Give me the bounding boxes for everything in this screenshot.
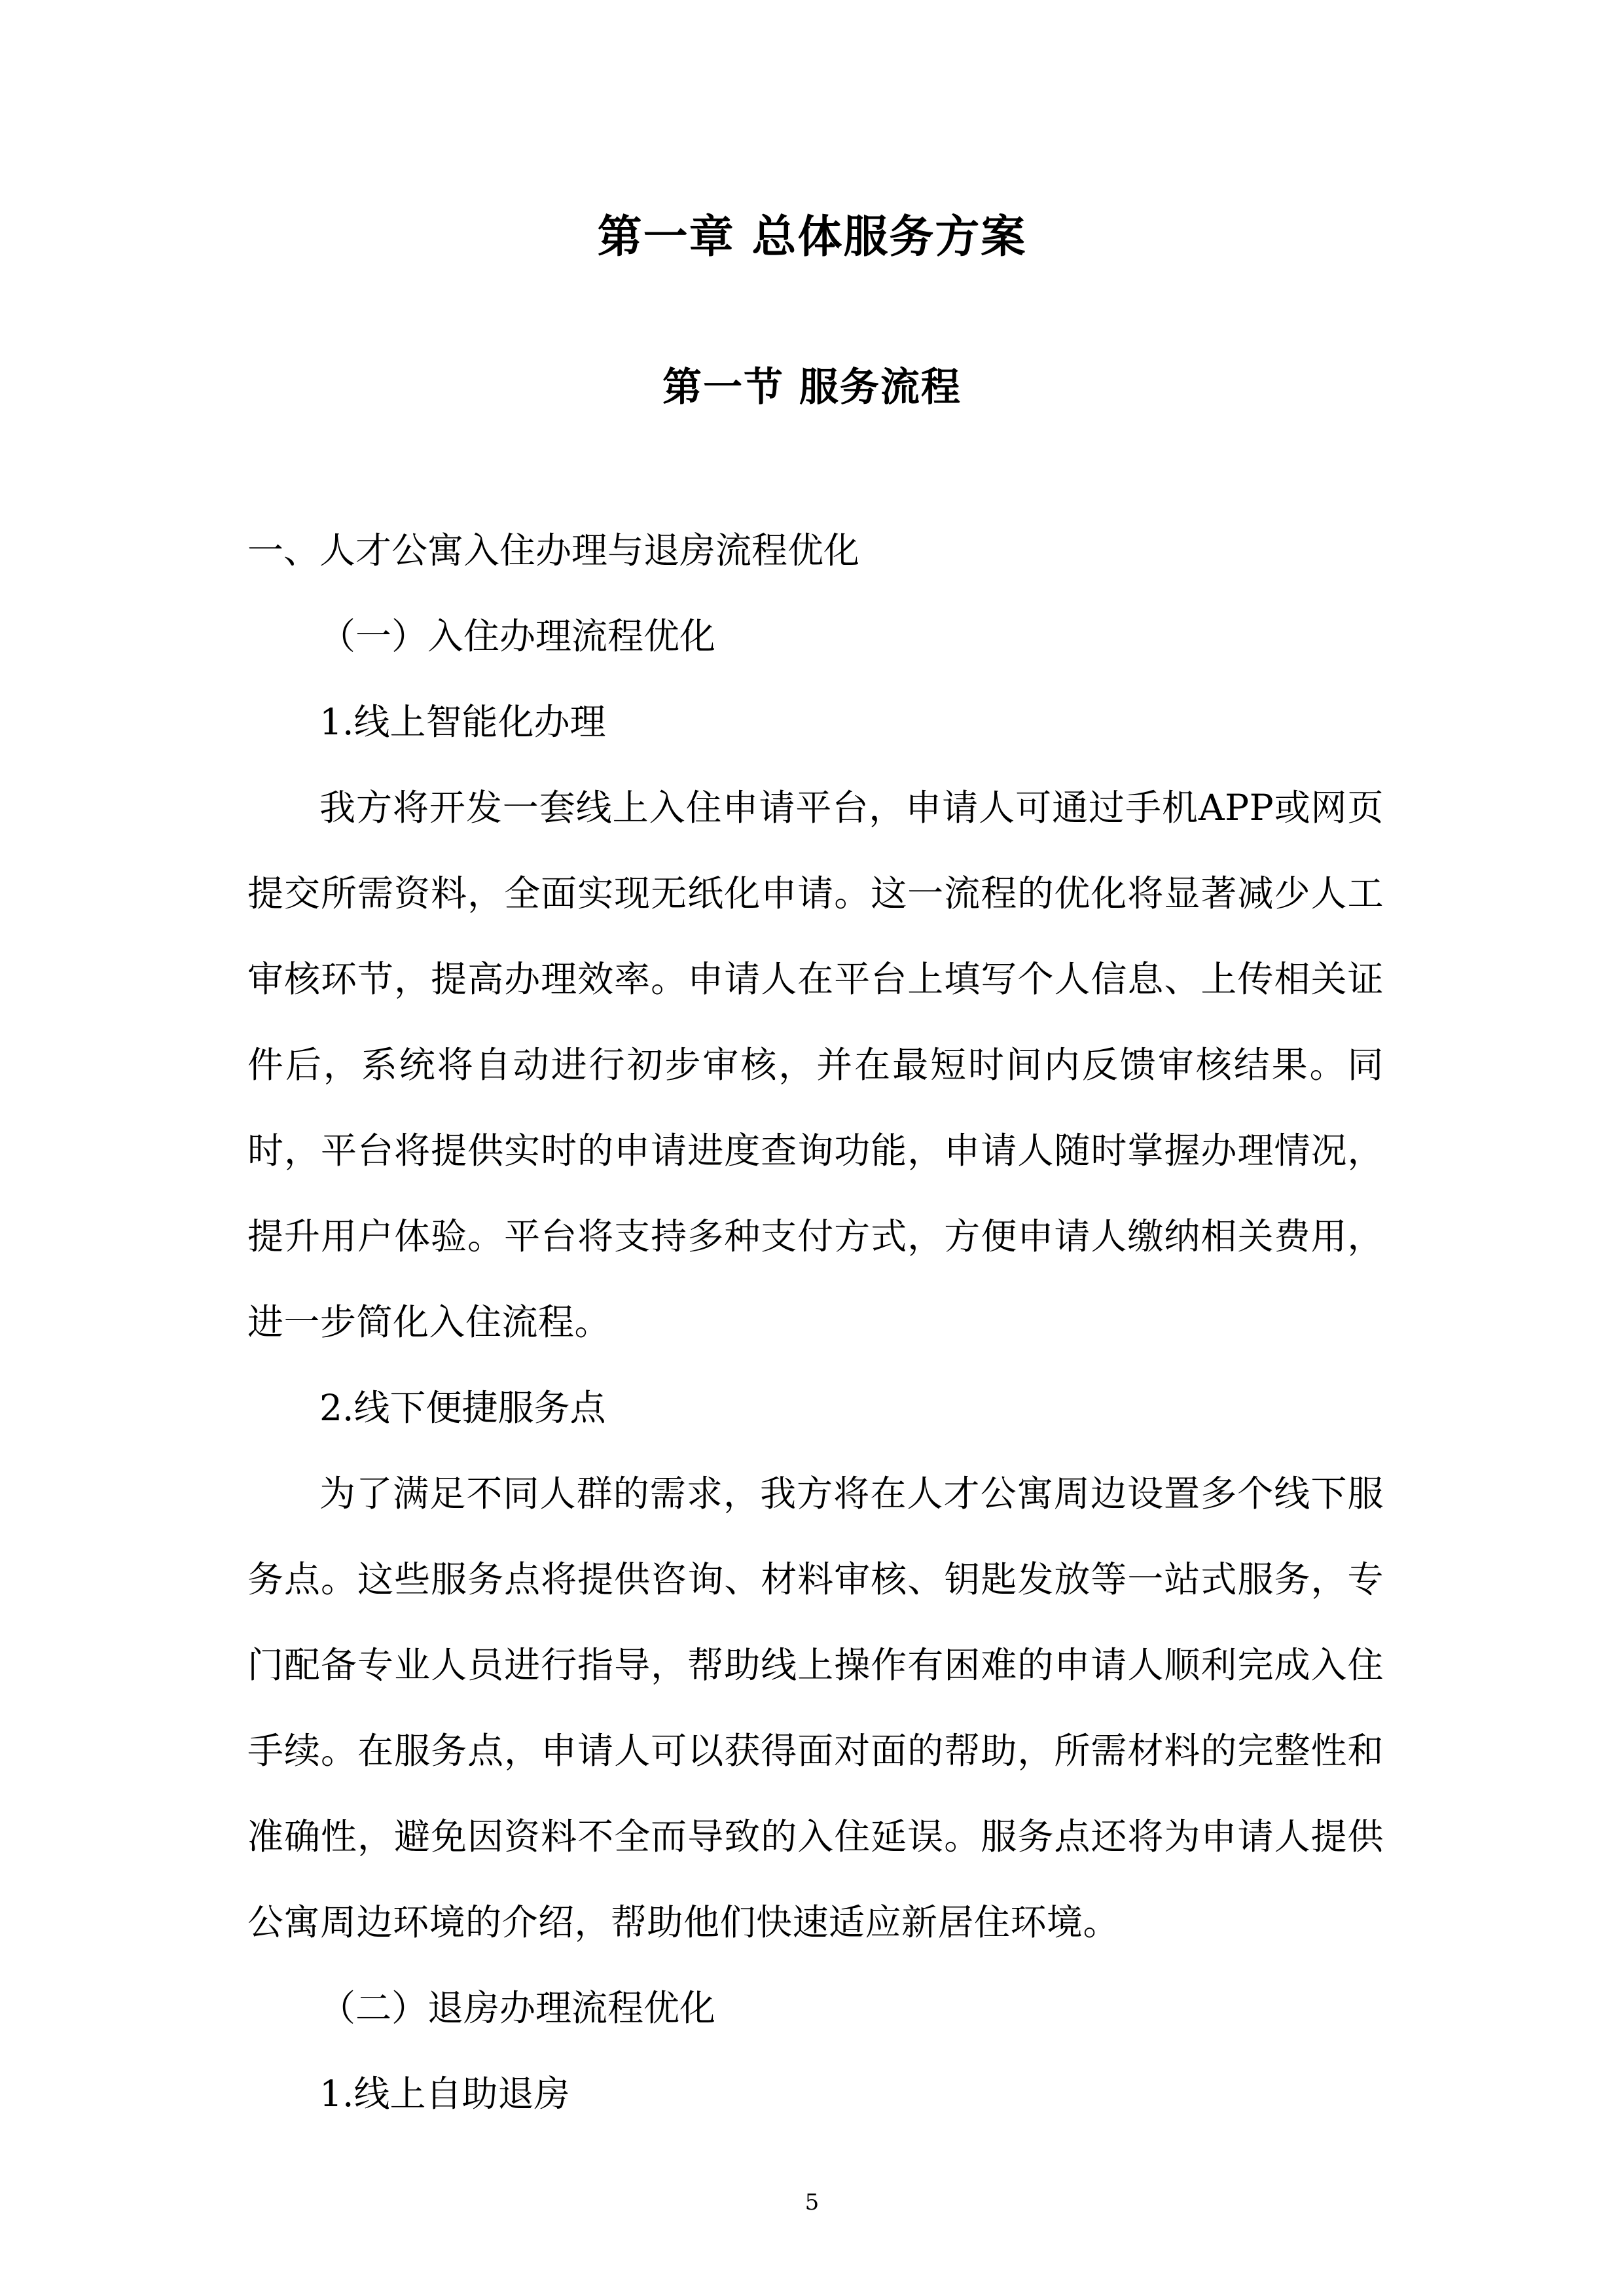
item-offline-service-point: 2.线下便捷服务点 (319, 1387, 606, 1429)
page-number: 5 (804, 2189, 820, 2215)
subheading-checkin: （一）入住办理流程优化 (319, 615, 716, 657)
subheading-checkout: （二）退房办理流程优化 (319, 1987, 716, 2029)
paragraph-online-platform: 我方将开发一套线上入住申请平台，申请人可通过手机APP或网页提交所需资料，全面实现无纸化申请。这一流程的优化将显著减少人工审核环节，提高办理效率。申请人在平台上填写个人信息、上传相关证件后，系统将自动进行初步审核，并在最短时间内反馈审核结果。同时，平台将提供实时的申请进度查询功能，申请人随时掌握办理情况，提升用户体验。平台将支持多种支付方式，方便申请人缴纳相关费用，进一步简化入住流程。 (247, 787, 1384, 1343)
item-online-self-checkout: 1.线上自助退房 (319, 2073, 570, 2115)
item-online-processing: 1.线上智能化办理 (319, 701, 606, 743)
paragraph-offline-service: 为了满足不同人群的需求，我方将在人才公寓周边设置多个线下服务点。这些服务点将提供咨询、材料审核、钥匙发放等一站式服务，专门配备专业人员进行指导，帮助线上操作有困难的申请人顺利完成入住手续。在服务点，申请人可以获得面对面的帮助，所需材料的完整性和准确性，避免因资料不全而导致的入住延误。服务点还将为申请人提供公寓周边环境的介绍，帮助他们快速适应新居住环境。 (247, 1473, 1384, 1943)
heading-level-1: 一、人才公寓入住办理与退房流程优化 (247, 529, 860, 571)
document-body (247, 508, 1384, 2137)
section-title: 第一节 服务流程 (662, 365, 962, 410)
chapter-title: 第一章 总体服务方案 (597, 211, 1027, 263)
